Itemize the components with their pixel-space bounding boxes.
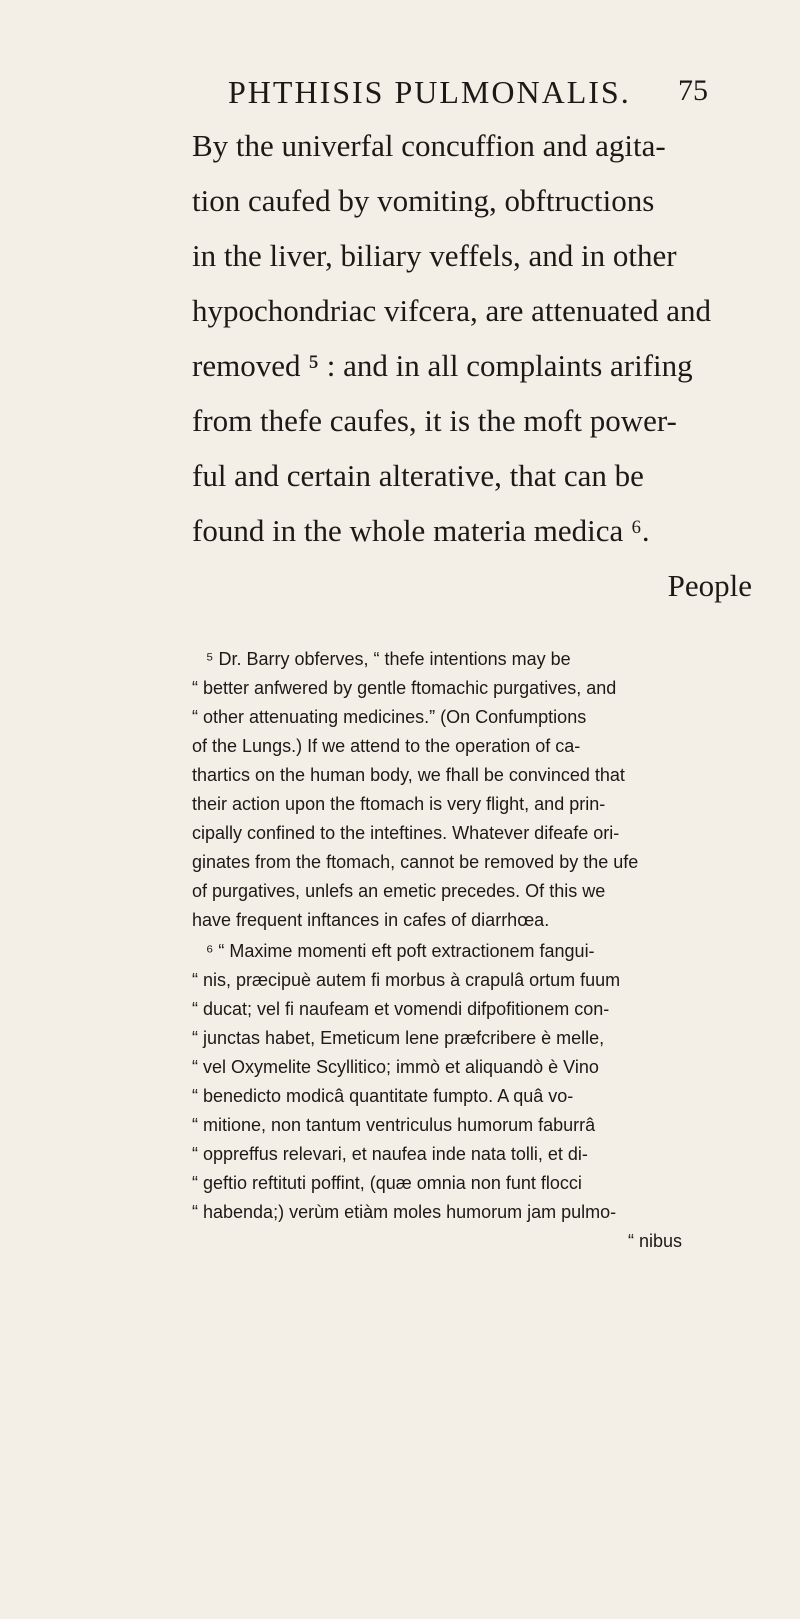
text-line: By the univerfal concuffion and agita- [192,128,666,163]
text-line: tion caufed by vomiting, obftructions [192,183,655,218]
footnote-line: “ oppreffus relevari, et naufea inde nata tolli, et di- [192,1144,588,1164]
footnote-5 [192,645,752,935]
page-number: 75 [678,74,708,107]
text-line: found in the whole materia medica ⁶. [192,513,650,548]
footnote-line: of purgatives, unlefs an emetic precedes. Of this we [192,881,606,901]
footnote-line: “ other attenuating medicines.” (On Confumptions [192,707,587,727]
footnote-line: of the Lungs.) If we attend to the operation of ca- [192,736,581,756]
catchword: People [667,568,752,603]
text-line: removed ⁵ : and in all complaints arifing [192,348,693,383]
footnote-line: “ ducat; vel fi naufeam et vomendi difpofitionem con- [192,999,610,1019]
text-line: hypochondriac vifcera, are attenuated and [192,293,711,328]
footnote-6 [192,937,752,1256]
footnote-catchword: “ nibus [627,1231,682,1251]
footnote-line: their action upon the ftomach is very flight, and prin- [192,794,606,814]
footnote-line: “ habenda;) verùm etiàm moles humorum jam pulmo- [192,1202,617,1222]
text-line: ful and certain alterative, that can be [192,458,644,493]
running-title: PHTHISIS PULMONALIS. [228,74,631,110]
footnote-line: “ vel Oxymelite Scyllitico; immò et aliquandò è Vino [192,1057,599,1077]
footnote-line: “ mitione, non tantum ventriculus humorum faburrâ [192,1115,596,1135]
footnote-line: ginates from the ftomach, cannot be removed by the ufe [192,852,639,872]
main-text [192,118,752,613]
footnote-line: cipally confined to the inteftines. Whatever difeafe ori- [192,823,620,843]
footnote-line: “ benedicto modicâ quantitate fumpto. A quâ vo- [192,1086,574,1106]
footnote-line: have frequent inftances in cafes of diarrhœa. [192,910,550,930]
footnote-line: “ junctas habet, Emeticum lene præfcribere è melle, [192,1028,605,1048]
footnote-line: “ better anfwered by gentle ftomachic purgatives, and [192,678,617,698]
footnote-line: thartics on the human body, we fhall be convinced that [192,765,625,785]
footnote-line: “ geftio reftituti poffint, (quæ omnia non funt flocci [192,1173,582,1193]
footnotes [192,645,752,1256]
text-line: in the liver, biliary veffels, and in other [192,238,677,273]
footnote-line: “ nis, præcipuè autem fi morbus à crapulâ ortum fuum [192,970,621,990]
footnote-line: ⁵ Dr. Barry obferves, “ thefe intentions may be [206,649,571,669]
text-line: from thefe caufes, it is the moft power- [192,403,677,438]
footnote-line: ⁶ “ Maxime momenti eft poft extractionem fangui- [206,941,595,961]
